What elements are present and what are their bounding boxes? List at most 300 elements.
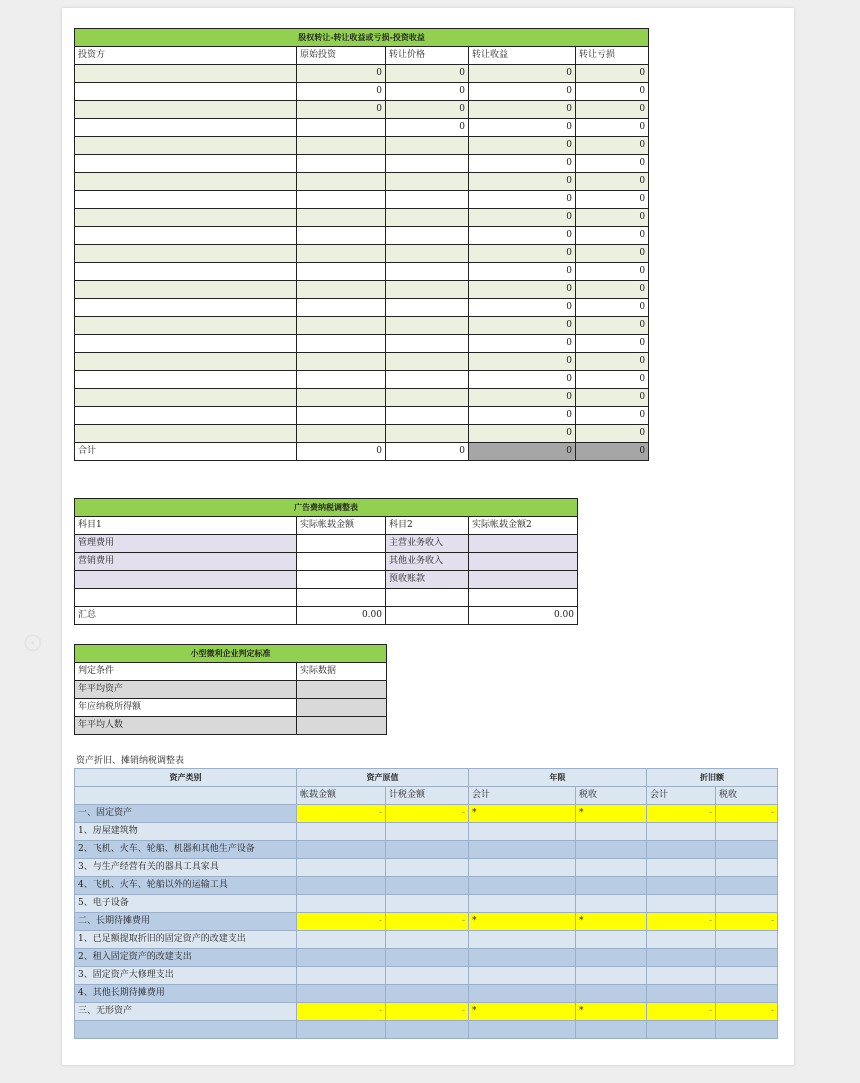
table-cell[interactable] [716, 841, 778, 859]
table-cell[interactable] [297, 699, 387, 717]
table-cell[interactable] [75, 227, 297, 245]
table-cell[interactable] [297, 717, 387, 735]
table-cell[interactable]: - [647, 805, 716, 823]
table-cell[interactable]: 0 [576, 191, 649, 209]
table-cell[interactable] [576, 967, 647, 985]
total-cell: 0 [469, 443, 576, 461]
header-cell: 科目2 [386, 517, 469, 535]
table-cell[interactable]: 0 [576, 281, 649, 299]
small-table-title: 小型微利企业判定标准 [75, 645, 387, 663]
table-cell[interactable]: 0 [469, 209, 576, 227]
table-row [75, 353, 649, 371]
table-cell[interactable] [576, 823, 647, 841]
total-cell: 0 [297, 443, 386, 461]
table-row [75, 83, 649, 101]
table-cell[interactable]: 其他业务收入 [386, 553, 469, 571]
table-cell[interactable]: 0 [576, 335, 649, 353]
table-cell[interactable] [297, 571, 386, 589]
table-cell[interactable] [75, 353, 297, 371]
table-cell[interactable] [75, 65, 297, 83]
table-cell[interactable] [75, 209, 297, 227]
asset-head-row [75, 769, 778, 787]
table-cell[interactable] [386, 299, 469, 317]
table-cell[interactable] [469, 571, 578, 589]
table-cell[interactable]: 营销费用 [75, 553, 297, 571]
table-cell[interactable] [297, 823, 386, 841]
table-cell[interactable] [75, 83, 297, 101]
table-row [75, 101, 649, 119]
table-cell[interactable]: 0 [576, 155, 649, 173]
table-cell[interactable]: * [576, 1003, 647, 1021]
table-cell[interactable] [297, 859, 386, 877]
table-cell[interactable] [576, 841, 647, 859]
header-cell: 实际帐载金额2 [469, 517, 578, 535]
table-cell[interactable] [576, 949, 647, 967]
table-cell[interactable] [297, 877, 386, 895]
table-cell[interactable]: - [647, 1003, 716, 1021]
table-cell[interactable]: 预收账款 [386, 571, 469, 589]
table-cell[interactable]: 0 [576, 119, 649, 137]
table-cell[interactable]: - [716, 805, 778, 823]
table-cell[interactable] [716, 967, 778, 985]
asset-subhead-row [75, 787, 778, 805]
row-label: 一、固定资产 [75, 805, 297, 823]
table-cell[interactable]: 0 [469, 407, 576, 425]
table-cell[interactable]: 0 [576, 101, 649, 119]
table-cell[interactable] [297, 1021, 386, 1039]
table-cell[interactable] [386, 895, 469, 913]
table-cell[interactable]: - [386, 1003, 469, 1021]
table-cell[interactable]: * [469, 1003, 576, 1021]
table-cell[interactable] [576, 895, 647, 913]
table-row [75, 967, 778, 985]
table-cell[interactable] [716, 949, 778, 967]
table-cell[interactable]: 0 [469, 137, 576, 155]
table-cell[interactable]: 0 [469, 389, 576, 407]
table-row [75, 425, 649, 443]
asset-depreciation-table [74, 768, 778, 1039]
table-cell[interactable] [469, 1021, 576, 1039]
table-cell[interactable] [386, 137, 469, 155]
table-cell[interactable] [469, 535, 578, 553]
row-label: 1、已足额提取折旧的固定资产的改建支出 [75, 931, 297, 949]
table-cell[interactable]: - [297, 913, 386, 931]
table-row [75, 299, 649, 317]
table-cell[interactable] [647, 949, 716, 967]
table-cell[interactable] [386, 877, 469, 895]
table-cell[interactable] [386, 191, 469, 209]
table-cell[interactable]: 0 [576, 299, 649, 317]
table-cell[interactable]: 0 [469, 227, 576, 245]
table-cell[interactable] [386, 173, 469, 191]
table-cell[interactable]: - [386, 913, 469, 931]
table-cell[interactable] [647, 841, 716, 859]
table-cell[interactable]: 管理费用 [75, 535, 297, 553]
table-cell[interactable]: - [647, 913, 716, 931]
table-cell[interactable] [469, 949, 576, 967]
table-cell[interactable] [469, 931, 576, 949]
table-cell[interactable] [647, 859, 716, 877]
table-row [75, 281, 649, 299]
table-cell[interactable]: 0 [576, 371, 649, 389]
table-cell[interactable] [469, 967, 576, 985]
table-row [75, 535, 578, 553]
table-cell[interactable] [576, 877, 647, 895]
row-label: 1、房屋建筑物 [75, 823, 297, 841]
table-cell[interactable]: 年平均人数 [75, 717, 297, 735]
table-cell[interactable] [75, 101, 297, 119]
table-cell[interactable] [297, 407, 386, 425]
table-cell[interactable] [647, 877, 716, 895]
table-cell[interactable]: 0 [469, 245, 576, 263]
table-cell[interactable] [75, 571, 297, 589]
table-cell[interactable] [576, 985, 647, 1003]
table-cell[interactable] [647, 1021, 716, 1039]
total-cell: 合计 [75, 443, 297, 461]
table-cell[interactable] [386, 823, 469, 841]
table-cell[interactable] [297, 389, 386, 407]
table-cell[interactable]: * [469, 805, 576, 823]
table-cell[interactable]: 0 [469, 155, 576, 173]
table-cell[interactable] [386, 227, 469, 245]
table-cell[interactable] [297, 209, 386, 227]
total-row [75, 607, 578, 625]
table-cell[interactable] [297, 155, 386, 173]
table-cell[interactable]: 0 [576, 137, 649, 155]
table-cell[interactable]: 0 [469, 119, 576, 137]
table-row [75, 931, 778, 949]
table-cell[interactable]: 0 [576, 245, 649, 263]
table-cell[interactable]: 0 [297, 83, 386, 101]
row-label: 二、长期待摊费用 [75, 913, 297, 931]
table-row [75, 407, 649, 425]
table-cell[interactable]: - [716, 913, 778, 931]
table-cell[interactable] [716, 823, 778, 841]
header-cell: 实际数据 [297, 663, 387, 681]
table-cell[interactable] [469, 895, 576, 913]
table-row [75, 913, 778, 931]
table-cell[interactable] [75, 173, 297, 191]
table-cell[interactable] [297, 553, 386, 571]
table-cell[interactable]: 0 [576, 425, 649, 443]
table-row [75, 841, 778, 859]
table-cell[interactable] [576, 931, 647, 949]
table-cell[interactable] [297, 191, 386, 209]
table-cell[interactable] [75, 119, 297, 137]
subheader-cell: 税收 [716, 787, 778, 805]
table-cell[interactable] [469, 877, 576, 895]
table-cell[interactable] [386, 859, 469, 877]
advertising-tax-table [74, 498, 578, 625]
table-cell[interactable] [716, 1021, 778, 1039]
table-cell[interactable]: 年平均资产 [75, 681, 297, 699]
table-cell[interactable] [386, 931, 469, 949]
row-label: 5、电子设备 [75, 895, 297, 913]
table-cell[interactable] [297, 895, 386, 913]
table-cell[interactable]: 0 [469, 425, 576, 443]
table-row [75, 805, 778, 823]
header-cell: 判定条件 [75, 663, 297, 681]
table-cell[interactable] [386, 155, 469, 173]
table-cell[interactable]: 0 [469, 263, 576, 281]
table-cell[interactable] [297, 119, 386, 137]
table-cell[interactable] [469, 553, 578, 571]
table-cell[interactable]: 0 [576, 407, 649, 425]
table-cell[interactable] [647, 823, 716, 841]
table-cell[interactable] [716, 985, 778, 1003]
table-cell[interactable] [75, 281, 297, 299]
table-row [75, 173, 649, 191]
table-cell[interactable]: 0 [469, 173, 576, 191]
table-cell[interactable] [297, 317, 386, 335]
table-cell[interactable]: 0 [469, 83, 576, 101]
total-cell: 0.00 [297, 607, 386, 625]
table-cell[interactable] [75, 137, 297, 155]
table-row [75, 571, 578, 589]
table-cell[interactable]: 0 [469, 65, 576, 83]
table-row [75, 717, 387, 735]
table-cell[interactable] [386, 245, 469, 263]
table-cell[interactable]: 0 [576, 227, 649, 245]
table-cell[interactable] [75, 407, 297, 425]
header-cell: 资产类别 [75, 769, 297, 787]
asset-table-title: 资产折旧、摊销纳税调整表 [76, 756, 185, 766]
table-cell[interactable] [75, 389, 297, 407]
table-row [75, 137, 649, 155]
table-cell[interactable]: 0 [576, 209, 649, 227]
total-cell: 0 [386, 443, 469, 461]
table-row [75, 191, 649, 209]
table-cell[interactable] [647, 895, 716, 913]
table-cell[interactable] [75, 191, 297, 209]
table-cell[interactable] [297, 589, 386, 607]
table-cell[interactable]: 0 [469, 299, 576, 317]
subheader-cell: 会计 [469, 787, 576, 805]
table-cell[interactable] [386, 281, 469, 299]
header-cell: 转让价格 [386, 47, 469, 65]
table-cell[interactable] [297, 227, 386, 245]
table-row [75, 895, 778, 913]
table-cell[interactable]: 0 [576, 83, 649, 101]
row-label: 三、无形资产 [75, 1003, 297, 1021]
table-cell[interactable]: 年应纳税所得额 [75, 699, 297, 717]
table-cell[interactable] [469, 823, 576, 841]
total-cell: 0.00 [469, 607, 578, 625]
table-cell[interactable] [647, 985, 716, 1003]
header-cell: 转让亏损 [576, 47, 649, 65]
header-cell: 资产原值 [297, 769, 469, 787]
table-cell[interactable] [647, 967, 716, 985]
table-cell[interactable] [297, 985, 386, 1003]
table-cell[interactable] [469, 841, 576, 859]
table-cell[interactable] [386, 263, 469, 281]
table-cell[interactable]: 0 [576, 389, 649, 407]
table-cell[interactable] [297, 335, 386, 353]
table-cell[interactable] [647, 931, 716, 949]
table-cell[interactable]: 0 [386, 65, 469, 83]
table-cell[interactable] [75, 299, 297, 317]
row-label: 4、其他长期待摊费用 [75, 985, 297, 1003]
table-cell[interactable] [75, 425, 297, 443]
table-row [75, 877, 778, 895]
row-label: 3、与生产经营有关的器具工具家具 [75, 859, 297, 877]
table-cell[interactable]: * [576, 913, 647, 931]
table-cell[interactable] [716, 877, 778, 895]
table-row [75, 227, 649, 245]
table-row [75, 65, 649, 83]
table-row [75, 859, 778, 877]
table-row [75, 371, 649, 389]
table-cell[interactable]: 0 [386, 83, 469, 101]
table-cell[interactable]: 0 [297, 101, 386, 119]
header-cell: 实际帐载金额 [297, 517, 386, 535]
table-cell[interactable]: 0 [469, 101, 576, 119]
table-cell[interactable]: 0 [469, 191, 576, 209]
table-row [75, 589, 578, 607]
subheader-cell: 帐载金额 [297, 787, 386, 805]
header-cell: 科目1 [75, 517, 297, 535]
table-cell[interactable] [386, 967, 469, 985]
table-cell[interactable] [297, 245, 386, 263]
table-cell[interactable] [386, 841, 469, 859]
table-cell[interactable]: 主营业务收入 [386, 535, 469, 553]
total-cell [386, 607, 469, 625]
small-enterprise-table [74, 644, 387, 735]
table-cell[interactable]: 0 [576, 173, 649, 191]
header-cell: 投资方 [75, 47, 297, 65]
table-cell[interactable]: * [469, 913, 576, 931]
table-cell[interactable]: * [576, 805, 647, 823]
total-cell: 汇总 [75, 607, 297, 625]
table-cell[interactable]: 0 [386, 101, 469, 119]
ad-table-title: 广告费纳税调整表 [75, 499, 578, 517]
table-cell[interactable]: 0 [576, 65, 649, 83]
table-cell[interactable] [75, 155, 297, 173]
table-cell[interactable] [576, 1021, 647, 1039]
table-row [75, 245, 649, 263]
table-cell[interactable] [297, 425, 386, 443]
table-cell[interactable] [716, 859, 778, 877]
table-cell[interactable] [297, 137, 386, 155]
equity-header-row [75, 47, 649, 65]
table-cell[interactable] [386, 407, 469, 425]
table-cell[interactable] [716, 931, 778, 949]
table-cell[interactable]: - [297, 805, 386, 823]
spreadsheet-page [15, 8, 794, 1065]
table-cell[interactable] [386, 949, 469, 967]
small-header-row [75, 663, 387, 681]
table-cell[interactable]: - [716, 1003, 778, 1021]
table-cell[interactable] [297, 681, 387, 699]
table-cell[interactable]: - [386, 805, 469, 823]
table-cell[interactable] [297, 299, 386, 317]
table-cell[interactable]: 0 [469, 281, 576, 299]
table-cell[interactable] [297, 931, 386, 949]
table-cell[interactable] [75, 335, 297, 353]
table-cell[interactable] [297, 263, 386, 281]
table-cell[interactable] [716, 895, 778, 913]
table-cell[interactable]: 0 [469, 317, 576, 335]
equity-table-title: 股权转让-转让收益或亏损-投资收益 [75, 29, 649, 47]
table-cell[interactable] [297, 535, 386, 553]
table-row [75, 1021, 778, 1039]
table-cell[interactable] [75, 589, 297, 607]
table-cell[interactable] [297, 371, 386, 389]
header-cell: 折旧额 [647, 769, 778, 787]
table-cell[interactable]: 0 [576, 263, 649, 281]
subheader-cell: 税收 [576, 787, 647, 805]
table-row [75, 155, 649, 173]
table-cell[interactable] [75, 317, 297, 335]
table-cell[interactable]: 0 [297, 65, 386, 83]
table-cell[interactable] [386, 985, 469, 1003]
table-cell[interactable] [469, 589, 578, 607]
table-row [75, 823, 778, 841]
table-row [75, 1003, 778, 1021]
table-cell[interactable] [386, 317, 469, 335]
row-label: 4、飞机、火车、轮船以外的运输工具 [75, 877, 297, 895]
table-cell[interactable]: 0 [576, 353, 649, 371]
table-cell[interactable] [297, 173, 386, 191]
subheader-cell: 会计 [647, 787, 716, 805]
row-label: 3、固定资产大修理支出 [75, 967, 297, 985]
subheader-cell: 计税金额 [386, 787, 469, 805]
table-cell[interactable] [75, 371, 297, 389]
table-cell[interactable] [386, 209, 469, 227]
table-cell[interactable] [469, 859, 576, 877]
table-cell[interactable]: - [297, 1003, 386, 1021]
table-row [75, 335, 649, 353]
table-cell[interactable] [386, 589, 469, 607]
table-cell[interactable]: 0 [386, 119, 469, 137]
table-cell[interactable] [297, 353, 386, 371]
table-cell[interactable] [297, 281, 386, 299]
table-cell[interactable] [386, 353, 469, 371]
table-cell[interactable] [469, 985, 576, 1003]
table-cell[interactable] [297, 967, 386, 985]
equity-transfer-table [74, 28, 649, 461]
table-cell[interactable]: 0 [469, 335, 576, 353]
header-cell: 年限 [469, 769, 647, 787]
table-row [75, 119, 649, 137]
table-cell[interactable]: 0 [469, 371, 576, 389]
table-row [75, 263, 649, 281]
table-cell[interactable]: 0 [469, 353, 576, 371]
table-cell[interactable] [386, 371, 469, 389]
table-cell[interactable] [386, 1021, 469, 1039]
header-cell: 转让收益 [469, 47, 576, 65]
table-cell[interactable] [75, 245, 297, 263]
table-cell[interactable] [386, 335, 469, 353]
table-cell[interactable] [75, 263, 297, 281]
table-row [75, 985, 778, 1003]
table-row [75, 209, 649, 227]
table-cell[interactable] [386, 425, 469, 443]
table-row [75, 681, 387, 699]
row-label [75, 1021, 297, 1039]
row-label: 2、租入固定资产的改建支出 [75, 949, 297, 967]
table-cell[interactable]: 0 [576, 317, 649, 335]
row-label: 2、飞机、火车、轮船、机器和其他生产设备 [75, 841, 297, 859]
table-cell[interactable] [297, 949, 386, 967]
header-cell: 原始投资 [297, 47, 386, 65]
table-cell[interactable] [576, 859, 647, 877]
table-cell[interactable] [297, 841, 386, 859]
ad-header-row [75, 517, 578, 535]
table-cell[interactable] [386, 389, 469, 407]
table-row [75, 949, 778, 967]
watermark: ⊙ [15, 624, 50, 662]
